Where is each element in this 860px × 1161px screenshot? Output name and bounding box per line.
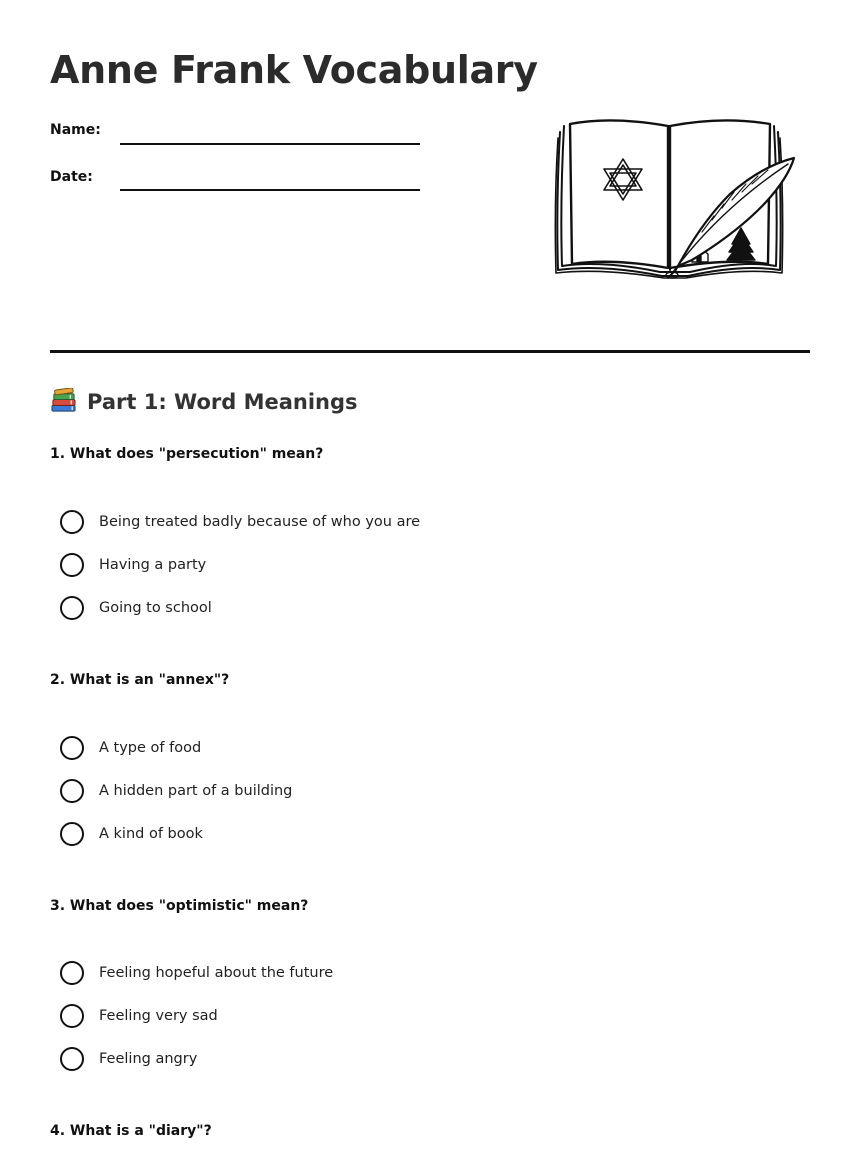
radio-button[interactable] [60, 736, 84, 760]
answer-option[interactable] [60, 960, 333, 986]
date-field[interactable] [120, 189, 420, 191]
radio-button[interactable] [60, 822, 84, 846]
answer-option[interactable] [60, 1046, 197, 1072]
option-label: A type of food [99, 740, 202, 756]
answer-option[interactable] [60, 821, 203, 847]
answer-option[interactable] [60, 552, 206, 578]
option-label: Feeling angry [99, 1051, 198, 1067]
worksheet-title: Anne Frank Vocabulary [50, 48, 538, 92]
section-divider [50, 350, 810, 353]
option-label: Having a party [99, 557, 207, 573]
radio-button[interactable] [60, 553, 84, 577]
question-3: 3. What does "optimistic" mean? [50, 898, 309, 914]
option-label: A kind of book [99, 826, 203, 842]
radio-button[interactable] [60, 1004, 84, 1028]
option-label: Being treated badly because of who you are [99, 514, 421, 530]
radio-button[interactable] [60, 596, 84, 620]
answer-option[interactable] [60, 1003, 218, 1029]
answer-option[interactable] [60, 778, 292, 804]
option-label: Going to school [99, 600, 212, 616]
open-book-with-quill-icon [552, 112, 798, 282]
answer-option[interactable] [60, 509, 420, 535]
name-field[interactable] [120, 143, 420, 145]
part-heading [50, 388, 358, 415]
radio-button[interactable] [60, 510, 84, 534]
books-icon [50, 388, 77, 415]
answer-option[interactable] [60, 595, 212, 621]
answer-option[interactable] [60, 735, 201, 761]
option-label: Feeling very sad [99, 1008, 218, 1024]
radio-button[interactable] [60, 779, 84, 803]
question-1: 1. What does "persecution" mean? [50, 446, 324, 462]
question-2: 2. What is an "annex"? [50, 672, 230, 688]
option-label: A hidden part of a building [99, 783, 293, 799]
date-label: Date: [50, 169, 93, 185]
radio-button[interactable] [60, 961, 84, 985]
option-label: Feeling hopeful about the future [99, 965, 334, 981]
question-4: 4. What is a "diary"? [50, 1123, 212, 1139]
part-heading-text: Part 1: Word Meanings [87, 389, 358, 414]
name-label: Name: [50, 122, 101, 138]
radio-button[interactable] [60, 1047, 84, 1071]
